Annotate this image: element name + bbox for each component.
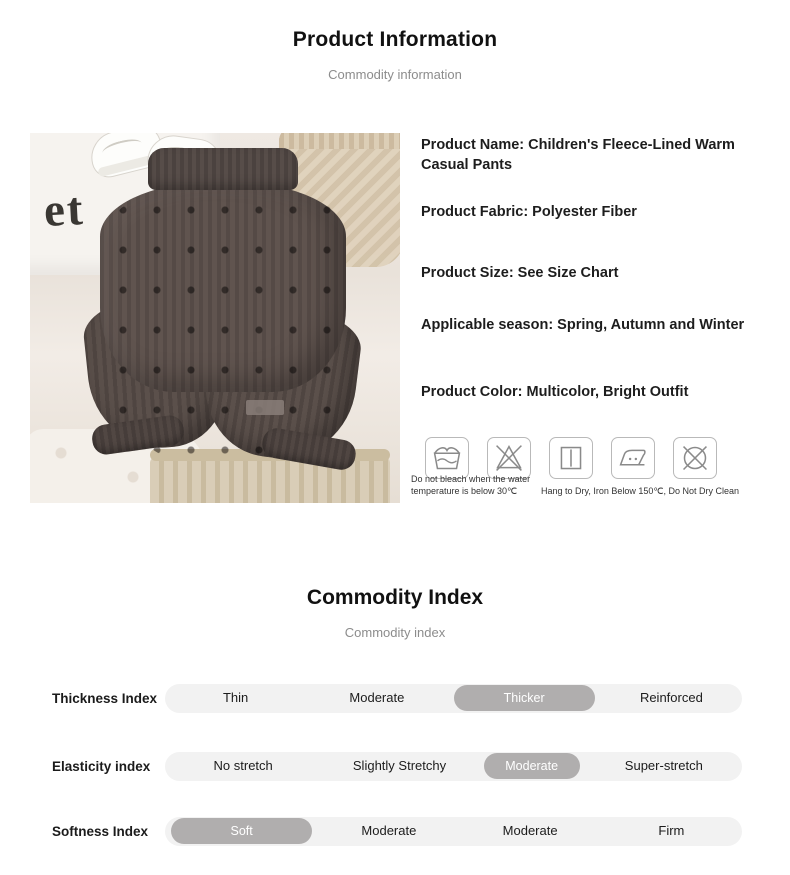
index-option-moderate-selected[interactable]: Moderate [484,753,580,779]
spec-product-color: Product Color: Multicolor, Bright Outfit [421,384,689,400]
spec-product-name: Product Name: Children's Fleece-Lined Warm Casual Pants [421,137,735,173]
index-option-moderate-1[interactable]: Moderate [361,822,417,838]
photo-pants-tag [246,400,284,415]
product-photo [30,133,400,503]
spec-product-fabric: Product Fabric: Polyester Fiber [421,204,637,220]
index-option-moderate-2[interactable]: Moderate [502,822,558,838]
index-option-thin[interactable]: Thin [222,689,249,705]
photo-pants-cuff-right [260,426,358,472]
index-track-thickness [165,684,742,713]
spec-applicable-season: Applicable season: Spring, Autumn and Winter [421,317,745,333]
index-option-firm[interactable]: Firm [658,822,685,838]
index-option-no-stretch[interactable]: No stretch [213,757,273,773]
index-track-softness [165,817,742,846]
spec-product-size: Product Size: See Size Chart [421,265,619,281]
do-not-dry-clean-icon [673,437,717,479]
commodity-index-title: Commodity Index [306,586,484,609]
hang-to-dry-icon [549,437,593,479]
index-row-elasticity [52,750,742,782]
index-option-slightly-stretchy[interactable]: Slightly Stretchy [352,757,447,773]
index-option-reinforced[interactable]: Reinforced [639,689,703,705]
photo-pants-waistband [148,148,298,190]
index-option-soft-selected[interactable]: Soft [171,818,312,844]
index-row-thickness [52,682,742,714]
hang-to-dry-glyph [550,438,592,478]
index-option-super-stretch[interactable]: Super-stretch [624,757,703,773]
iron-low-heat-icon [611,437,655,479]
photo-basket-rim [279,133,400,149]
do-not-dry-clean-glyph [674,438,716,478]
care-note-left: Do not bleach when the water temperature is below 30℃ [411,474,531,497]
index-label-elasticity: Elasticity index [52,758,151,774]
index-option-thicker-selected[interactable]: Thicker [454,685,595,711]
product-information-title: Product Information [292,28,498,51]
photo-pants [76,148,366,493]
photo-letters-decor: et [42,182,86,238]
index-option-moderate[interactable]: Moderate [349,689,405,705]
index-row-softness [52,815,742,847]
product-photo-scene [30,133,400,503]
index-track-elasticity [165,752,742,781]
product-information-subtitle: Commodity information [328,67,462,82]
index-label-thickness: Thickness Index [52,690,158,706]
commodity-index-subtitle: Commodity index [344,625,446,640]
index-label-softness: Softness Index [52,823,149,839]
iron-glyph [612,438,654,478]
care-note-right: Hang to Dry, Iron Below 150℃, Do Not Dry Clean [541,486,740,496]
